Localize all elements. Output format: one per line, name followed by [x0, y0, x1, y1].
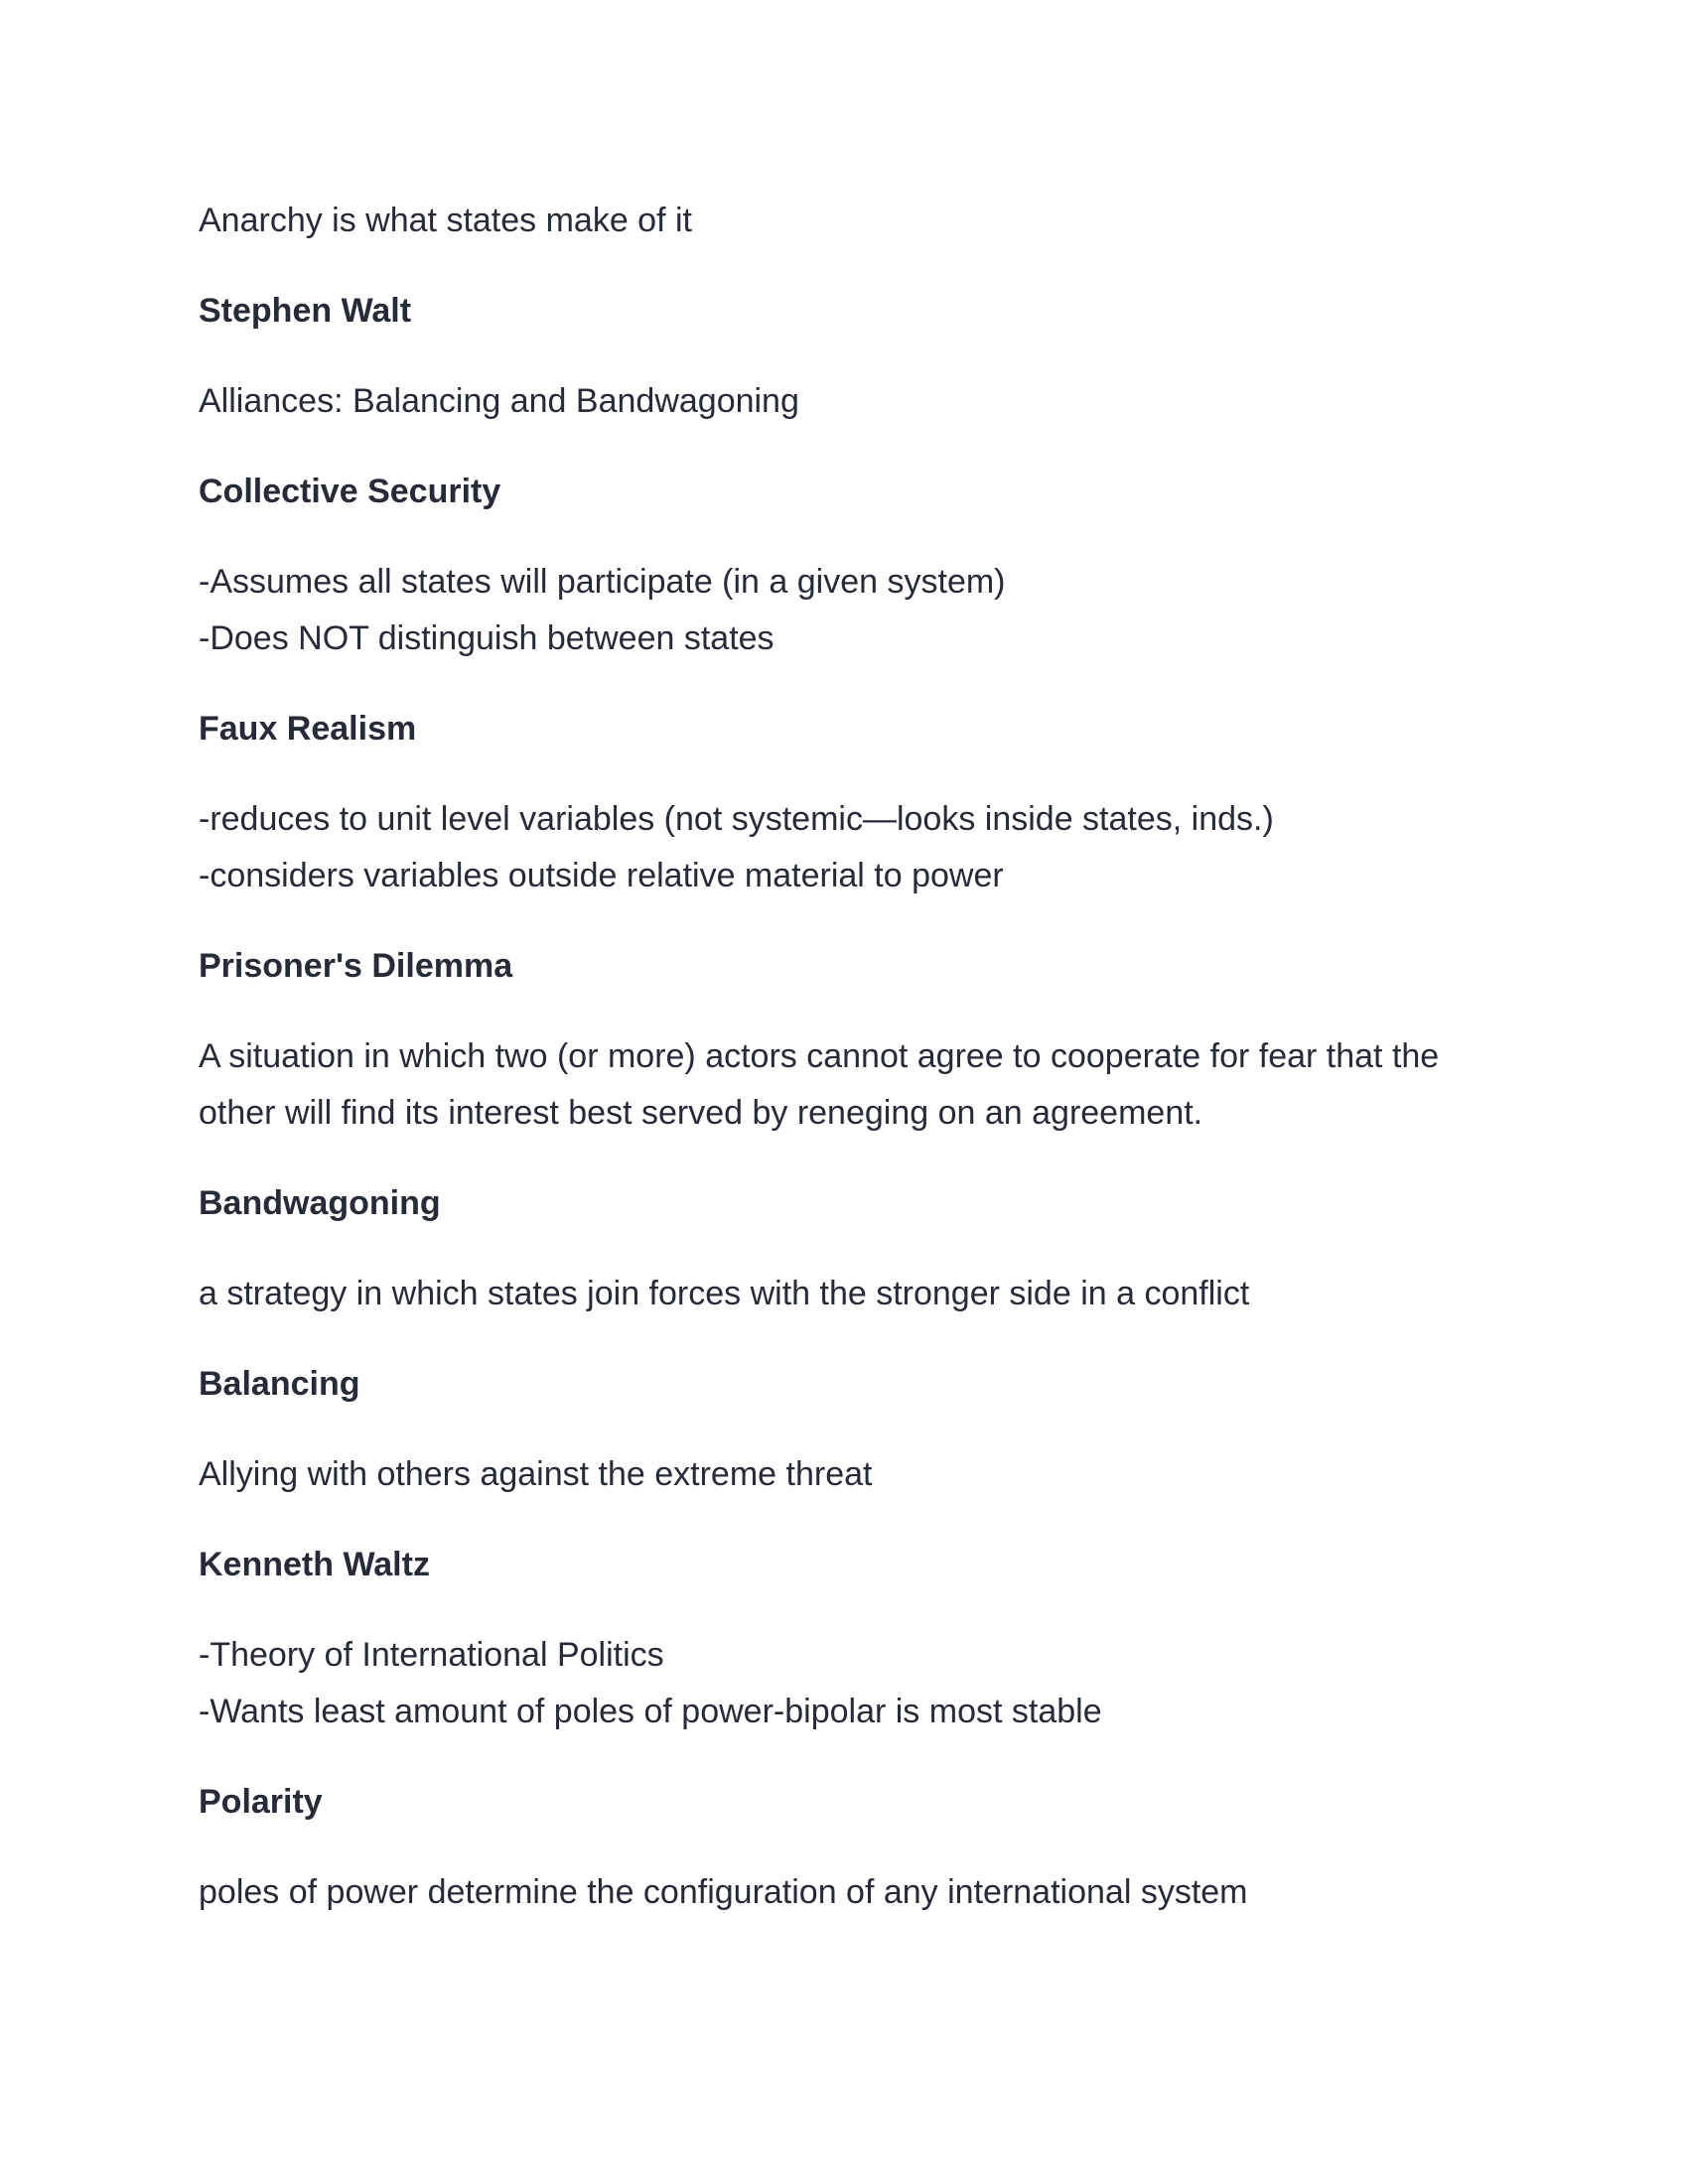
definition-block — [199, 373, 1499, 430]
term-heading: Faux Realism — [199, 710, 417, 748]
definition-line: A situation in which two (or more) actors cannot agree to cooperate for fear that the — [199, 1037, 1440, 1075]
term-heading: Kenneth Waltz — [199, 1546, 430, 1583]
definition-line: Alliances: Balancing and Bandwagoning — [199, 382, 799, 420]
definition-line: -Does NOT distinguish between states — [199, 619, 774, 657]
term-heading: Bandwagoning — [199, 1184, 441, 1222]
definition-line: Anarchy is what states make of it — [199, 202, 692, 239]
definition-block — [199, 1028, 1499, 1142]
definition-line: -Wants least amount of poles of power-bipolar is most stable — [199, 1693, 1102, 1730]
definition-block — [199, 1266, 1499, 1322]
term-heading: Prisoner's Dilemma — [199, 947, 513, 985]
definition-block — [199, 1864, 1499, 1921]
term-heading: Collective Security — [199, 473, 501, 510]
definition-line: -Assumes all states will participate (in a given system) — [199, 563, 1006, 601]
document-page — [199, 193, 1499, 1955]
term-heading: Polarity — [199, 1783, 323, 1821]
term-heading: Stephen Walt — [199, 292, 412, 330]
term-heading: Balancing — [199, 1365, 360, 1403]
definition-line: -reduces to unit level variables (not systemic—looks inside states, inds.) — [199, 800, 1274, 838]
definition-line: other will find its interest best served by reneging on an agreement. — [199, 1094, 1203, 1132]
definition-line: poles of power determine the configuration of any international system — [199, 1873, 1248, 1911]
definition-block — [199, 1627, 1499, 1740]
definition-block — [199, 791, 1499, 904]
definition-line: -considers variables outside relative material to power — [199, 857, 1004, 894]
definition-block — [199, 554, 1499, 667]
definition-block — [199, 1446, 1499, 1503]
definition-line: -Theory of International Politics — [199, 1636, 664, 1674]
definition-block — [199, 193, 1499, 249]
definition-line: Allying with others against the extreme threat — [199, 1455, 873, 1493]
definition-line: a strategy in which states join forces with the stronger side in a conflict — [199, 1275, 1250, 1312]
